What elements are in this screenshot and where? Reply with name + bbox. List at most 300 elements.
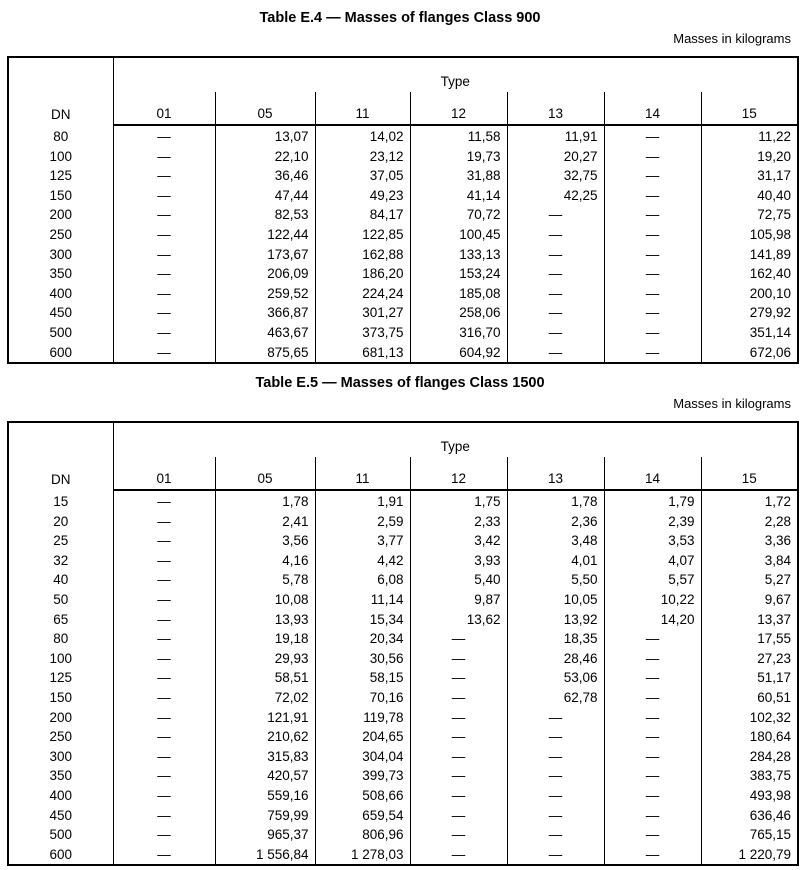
mass-cell-empty: — bbox=[604, 303, 701, 323]
mass-cell: 5,57 bbox=[604, 570, 701, 590]
type-col-header: 13 bbox=[507, 92, 604, 125]
mass-cell-empty: — bbox=[113, 649, 215, 669]
dn-cell: 350 bbox=[8, 766, 113, 786]
mass-cell-empty: — bbox=[507, 245, 604, 265]
mass-cell: 279,92 bbox=[701, 303, 798, 323]
table-row bbox=[8, 512, 798, 532]
mass-cell: 9,87 bbox=[410, 590, 507, 610]
mass-cell-empty: — bbox=[113, 323, 215, 343]
table-row bbox=[8, 205, 798, 225]
type-col-header: 12 bbox=[410, 92, 507, 125]
mass-cell: 19,18 bbox=[215, 629, 315, 649]
mass-cell-empty: — bbox=[410, 708, 507, 728]
mass-cell-empty: — bbox=[410, 668, 507, 688]
mass-cell-empty: — bbox=[507, 766, 604, 786]
table-e4 bbox=[7, 56, 799, 364]
mass-cell: 875,65 bbox=[215, 343, 315, 364]
mass-cell: 82,53 bbox=[215, 205, 315, 225]
type-header: Type bbox=[113, 57, 798, 92]
mass-cell: 162,88 bbox=[315, 245, 410, 265]
mass-cell-empty: — bbox=[604, 323, 701, 343]
mass-cell-empty: — bbox=[113, 688, 215, 708]
mass-cell-empty: — bbox=[604, 264, 701, 284]
table-row bbox=[8, 845, 798, 866]
dn-cell: 50 bbox=[8, 590, 113, 610]
mass-cell: 10,05 bbox=[507, 590, 604, 610]
mass-cell: 2,28 bbox=[701, 512, 798, 532]
mass-cell: 5,78 bbox=[215, 570, 315, 590]
mass-cell-empty: — bbox=[410, 825, 507, 845]
mass-cell-empty: — bbox=[410, 766, 507, 786]
mass-cell: 681,13 bbox=[315, 343, 410, 364]
table-row bbox=[8, 264, 798, 284]
mass-cell: 42,25 bbox=[507, 186, 604, 206]
table-row bbox=[8, 245, 798, 265]
mass-cell-empty: — bbox=[604, 166, 701, 186]
mass-cell: 301,27 bbox=[315, 303, 410, 323]
dn-cell: 250 bbox=[8, 225, 113, 245]
mass-cell: 3,77 bbox=[315, 531, 410, 551]
type-col-header: 11 bbox=[315, 92, 410, 125]
mass-cell: 14,20 bbox=[604, 610, 701, 630]
mass-cell-empty: — bbox=[604, 205, 701, 225]
table-row bbox=[8, 303, 798, 323]
mass-cell: 133,13 bbox=[410, 245, 507, 265]
mass-cell-empty: — bbox=[410, 629, 507, 649]
mass-cell-empty: — bbox=[604, 343, 701, 364]
mass-cell-empty: — bbox=[113, 786, 215, 806]
mass-cell: 4,01 bbox=[507, 551, 604, 571]
mass-cell-empty: — bbox=[604, 825, 701, 845]
mass-cell-empty: — bbox=[604, 245, 701, 265]
mass-cell-empty: — bbox=[113, 512, 215, 532]
mass-cell-empty: — bbox=[507, 303, 604, 323]
mass-cell: 40,40 bbox=[701, 186, 798, 206]
mass-cell: 759,99 bbox=[215, 806, 315, 826]
dn-cell: 600 bbox=[8, 343, 113, 364]
table-e5-title: Table E.5 — Masses of flanges Class 1500 bbox=[255, 375, 545, 391]
mass-cell: 2,36 bbox=[507, 512, 604, 532]
table-row bbox=[8, 166, 798, 186]
mass-cell-empty: — bbox=[410, 649, 507, 669]
mass-cell: 1 220,79 bbox=[701, 845, 798, 866]
mass-cell: 2,41 bbox=[215, 512, 315, 532]
mass-cell: 62,78 bbox=[507, 688, 604, 708]
mass-cell-empty: — bbox=[113, 668, 215, 688]
mass-cell-empty: — bbox=[113, 629, 215, 649]
mass-cell: 36,46 bbox=[215, 166, 315, 186]
mass-cell: 173,67 bbox=[215, 245, 315, 265]
dn-cell: 450 bbox=[8, 303, 113, 323]
mass-cell: 14,02 bbox=[315, 125, 410, 147]
mass-cell-empty: — bbox=[604, 786, 701, 806]
table-row bbox=[8, 186, 798, 206]
mass-cell-empty: — bbox=[113, 727, 215, 747]
mass-cell-empty: — bbox=[113, 225, 215, 245]
mass-cell: 180,64 bbox=[701, 727, 798, 747]
dn-cell: 250 bbox=[8, 727, 113, 747]
dn-cell: 350 bbox=[8, 264, 113, 284]
mass-cell-empty: — bbox=[604, 186, 701, 206]
mass-cell: 20,34 bbox=[315, 629, 410, 649]
dn-cell: 200 bbox=[8, 205, 113, 225]
mass-cell-empty: — bbox=[507, 708, 604, 728]
table-row bbox=[8, 147, 798, 167]
table-e5-unit-note: Masses in kilograms bbox=[673, 396, 791, 411]
mass-cell-empty: — bbox=[113, 264, 215, 284]
mass-cell: 23,12 bbox=[315, 147, 410, 167]
mass-cell: 31,17 bbox=[701, 166, 798, 186]
mass-cell-empty: — bbox=[604, 225, 701, 245]
mass-cell: 672,06 bbox=[701, 343, 798, 364]
table-row bbox=[8, 343, 798, 364]
mass-cell-empty: — bbox=[113, 551, 215, 571]
dn-cell: 40 bbox=[8, 570, 113, 590]
mass-cell: 1,75 bbox=[410, 490, 507, 512]
mass-cell-empty: — bbox=[113, 708, 215, 728]
dn-header: DN bbox=[8, 57, 113, 125]
mass-cell: 3,56 bbox=[215, 531, 315, 551]
mass-cell-empty: — bbox=[113, 806, 215, 826]
mass-cell: 2,59 bbox=[315, 512, 410, 532]
mass-cell: 13,92 bbox=[507, 610, 604, 630]
dn-cell: 150 bbox=[8, 186, 113, 206]
table-row bbox=[8, 551, 798, 571]
mass-cell-empty: — bbox=[604, 766, 701, 786]
mass-cell: 32,75 bbox=[507, 166, 604, 186]
table-row bbox=[8, 727, 798, 747]
mass-cell: 10,22 bbox=[604, 590, 701, 610]
mass-cell: 420,57 bbox=[215, 766, 315, 786]
type-col-header: 05 bbox=[215, 457, 315, 490]
mass-cell: 1,78 bbox=[215, 490, 315, 512]
mass-cell: 559,16 bbox=[215, 786, 315, 806]
table-row bbox=[8, 490, 798, 512]
dn-cell: 100 bbox=[8, 649, 113, 669]
mass-cell: 41,14 bbox=[410, 186, 507, 206]
mass-cell-empty: — bbox=[507, 845, 604, 866]
mass-cell: 3,36 bbox=[701, 531, 798, 551]
type-col-header: 01 bbox=[113, 457, 215, 490]
mass-cell: 258,06 bbox=[410, 303, 507, 323]
mass-cell: 508,66 bbox=[315, 786, 410, 806]
table-row bbox=[8, 610, 798, 630]
dn-cell: 300 bbox=[8, 747, 113, 767]
table-e5 bbox=[7, 421, 799, 866]
table-row bbox=[8, 747, 798, 767]
mass-cell-empty: — bbox=[604, 147, 701, 167]
dn-cell: 500 bbox=[8, 825, 113, 845]
table-row bbox=[8, 531, 798, 551]
mass-cell: 19,73 bbox=[410, 147, 507, 167]
mass-cell: 186,20 bbox=[315, 264, 410, 284]
mass-cell: 119,78 bbox=[315, 708, 410, 728]
mass-cell: 31,88 bbox=[410, 166, 507, 186]
mass-cell: 493,98 bbox=[701, 786, 798, 806]
mass-cell: 11,14 bbox=[315, 590, 410, 610]
type-col-header: 14 bbox=[604, 457, 701, 490]
type-col-header: 15 bbox=[701, 457, 798, 490]
mass-cell-empty: — bbox=[113, 166, 215, 186]
mass-cell-empty: — bbox=[113, 747, 215, 767]
mass-cell: 1,91 bbox=[315, 490, 410, 512]
mass-cell-empty: — bbox=[113, 825, 215, 845]
dn-cell: 300 bbox=[8, 245, 113, 265]
mass-cell-empty: — bbox=[410, 845, 507, 866]
mass-cell: 84,17 bbox=[315, 205, 410, 225]
mass-cell: 47,44 bbox=[215, 186, 315, 206]
mass-cell-empty: — bbox=[410, 688, 507, 708]
table-row bbox=[8, 766, 798, 786]
dn-cell: 100 bbox=[8, 147, 113, 167]
table-row bbox=[8, 825, 798, 845]
dn-cell: 25 bbox=[8, 531, 113, 551]
mass-cell: 1,78 bbox=[507, 490, 604, 512]
mass-cell-empty: — bbox=[410, 727, 507, 747]
mass-cell-empty: — bbox=[113, 766, 215, 786]
mass-cell-empty: — bbox=[507, 343, 604, 364]
mass-cell-empty: — bbox=[113, 205, 215, 225]
dn-cell: 450 bbox=[8, 806, 113, 826]
dn-cell: 200 bbox=[8, 708, 113, 728]
mass-cell: 51,17 bbox=[701, 668, 798, 688]
mass-cell-empty: — bbox=[113, 845, 215, 866]
table-row bbox=[8, 570, 798, 590]
type-col-header: 15 bbox=[701, 92, 798, 125]
mass-cell: 5,27 bbox=[701, 570, 798, 590]
mass-cell: 28,46 bbox=[507, 649, 604, 669]
mass-cell-empty: — bbox=[113, 531, 215, 551]
mass-cell: 58,15 bbox=[315, 668, 410, 688]
dn-cell: 15 bbox=[8, 490, 113, 512]
mass-cell: 122,85 bbox=[315, 225, 410, 245]
mass-cell: 11,58 bbox=[410, 125, 507, 147]
mass-cell: 200,10 bbox=[701, 284, 798, 304]
mass-cell: 351,14 bbox=[701, 323, 798, 343]
mass-cell: 11,22 bbox=[701, 125, 798, 147]
mass-cell-empty: — bbox=[507, 205, 604, 225]
mass-cell: 3,42 bbox=[410, 531, 507, 551]
mass-cell-empty: — bbox=[410, 786, 507, 806]
mass-cell-empty: — bbox=[113, 147, 215, 167]
mass-cell: 3,93 bbox=[410, 551, 507, 571]
mass-cell: 604,92 bbox=[410, 343, 507, 364]
dn-cell: 80 bbox=[8, 629, 113, 649]
mass-cell: 9,67 bbox=[701, 590, 798, 610]
mass-cell-empty: — bbox=[113, 570, 215, 590]
type-col-header: 13 bbox=[507, 457, 604, 490]
mass-cell-empty: — bbox=[113, 186, 215, 206]
mass-cell-empty: — bbox=[113, 610, 215, 630]
mass-cell-empty: — bbox=[113, 303, 215, 323]
mass-cell-empty: — bbox=[507, 323, 604, 343]
mass-cell: 102,32 bbox=[701, 708, 798, 728]
mass-cell: 1 278,03 bbox=[315, 845, 410, 866]
mass-cell: 659,54 bbox=[315, 806, 410, 826]
mass-cell: 13,62 bbox=[410, 610, 507, 630]
dn-header: DN bbox=[8, 422, 113, 490]
mass-cell-empty: — bbox=[113, 490, 215, 512]
mass-cell-empty: — bbox=[604, 747, 701, 767]
mass-cell: 383,75 bbox=[701, 766, 798, 786]
mass-cell: 806,96 bbox=[315, 825, 410, 845]
mass-cell: 6,08 bbox=[315, 570, 410, 590]
mass-cell: 15,34 bbox=[315, 610, 410, 630]
mass-cell: 141,89 bbox=[701, 245, 798, 265]
dn-cell: 150 bbox=[8, 688, 113, 708]
dn-cell: 32 bbox=[8, 551, 113, 571]
mass-cell: 10,08 bbox=[215, 590, 315, 610]
mass-cell: 3,84 bbox=[701, 551, 798, 571]
mass-cell-empty: — bbox=[507, 747, 604, 767]
table-row bbox=[8, 284, 798, 304]
mass-cell: 210,62 bbox=[215, 727, 315, 747]
mass-cell: 58,51 bbox=[215, 668, 315, 688]
dn-cell: 500 bbox=[8, 323, 113, 343]
mass-cell-empty: — bbox=[113, 284, 215, 304]
mass-cell-empty: — bbox=[507, 786, 604, 806]
mass-cell: 60,51 bbox=[701, 688, 798, 708]
mass-cell: 49,23 bbox=[315, 186, 410, 206]
mass-cell: 1,72 bbox=[701, 490, 798, 512]
mass-cell: 224,24 bbox=[315, 284, 410, 304]
mass-cell: 4,07 bbox=[604, 551, 701, 571]
mass-cell: 53,06 bbox=[507, 668, 604, 688]
mass-cell-empty: — bbox=[410, 747, 507, 767]
mass-cell-empty: — bbox=[604, 845, 701, 866]
mass-cell: 121,91 bbox=[215, 708, 315, 728]
mass-cell: 366,87 bbox=[215, 303, 315, 323]
dn-cell: 80 bbox=[8, 125, 113, 147]
mass-cell: 122,44 bbox=[215, 225, 315, 245]
mass-cell: 72,75 bbox=[701, 205, 798, 225]
table-row bbox=[8, 225, 798, 245]
mass-cell: 316,70 bbox=[410, 323, 507, 343]
mass-cell: 463,67 bbox=[215, 323, 315, 343]
mass-cell: 70,72 bbox=[410, 205, 507, 225]
mass-cell: 284,28 bbox=[701, 747, 798, 767]
table-row bbox=[8, 786, 798, 806]
table-row bbox=[8, 668, 798, 688]
mass-cell: 162,40 bbox=[701, 264, 798, 284]
mass-cell-empty: — bbox=[113, 590, 215, 610]
mass-cell: 100,45 bbox=[410, 225, 507, 245]
mass-cell: 29,93 bbox=[215, 649, 315, 669]
mass-cell: 153,24 bbox=[410, 264, 507, 284]
mass-cell: 22,10 bbox=[215, 147, 315, 167]
mass-cell: 3,48 bbox=[507, 531, 604, 551]
mass-cell-empty: — bbox=[604, 125, 701, 147]
mass-cell: 315,83 bbox=[215, 747, 315, 767]
dn-cell: 600 bbox=[8, 845, 113, 866]
table-row bbox=[8, 629, 798, 649]
type-col-header: 11 bbox=[315, 457, 410, 490]
mass-cell: 1,79 bbox=[604, 490, 701, 512]
mass-cell: 3,53 bbox=[604, 531, 701, 551]
mass-cell-empty: — bbox=[507, 264, 604, 284]
mass-cell: 4,42 bbox=[315, 551, 410, 571]
mass-cell: 204,65 bbox=[315, 727, 410, 747]
dn-cell: 125 bbox=[8, 668, 113, 688]
mass-cell-empty: — bbox=[113, 125, 215, 147]
mass-cell-empty: — bbox=[604, 806, 701, 826]
mass-cell: 19,20 bbox=[701, 147, 798, 167]
mass-cell: 373,75 bbox=[315, 323, 410, 343]
mass-cell-empty: — bbox=[113, 343, 215, 364]
table-row bbox=[8, 708, 798, 728]
mass-cell: 636,46 bbox=[701, 806, 798, 826]
mass-cell: 259,52 bbox=[215, 284, 315, 304]
table-row bbox=[8, 806, 798, 826]
mass-cell-empty: — bbox=[507, 806, 604, 826]
mass-cell: 2,39 bbox=[604, 512, 701, 532]
mass-cell: 11,91 bbox=[507, 125, 604, 147]
dn-cell: 125 bbox=[8, 166, 113, 186]
table-row bbox=[8, 688, 798, 708]
mass-cell: 18,35 bbox=[507, 629, 604, 649]
mass-cell-empty: — bbox=[507, 225, 604, 245]
table-row bbox=[8, 590, 798, 610]
mass-cell: 5,50 bbox=[507, 570, 604, 590]
dn-cell: 20 bbox=[8, 512, 113, 532]
mass-cell: 13,93 bbox=[215, 610, 315, 630]
type-col-header: 05 bbox=[215, 92, 315, 125]
table-row bbox=[8, 125, 798, 147]
mass-cell: 965,37 bbox=[215, 825, 315, 845]
mass-cell-empty: — bbox=[604, 284, 701, 304]
dn-cell: 400 bbox=[8, 786, 113, 806]
mass-cell: 17,55 bbox=[701, 629, 798, 649]
mass-cell: 27,23 bbox=[701, 649, 798, 669]
mass-cell: 2,33 bbox=[410, 512, 507, 532]
mass-cell: 72,02 bbox=[215, 688, 315, 708]
mass-cell: 1 556,84 bbox=[215, 845, 315, 866]
table-row bbox=[8, 323, 798, 343]
mass-cell-empty: — bbox=[507, 727, 604, 747]
mass-cell: 5,40 bbox=[410, 570, 507, 590]
mass-cell: 206,09 bbox=[215, 264, 315, 284]
type-col-header: 14 bbox=[604, 92, 701, 125]
mass-cell-empty: — bbox=[113, 245, 215, 265]
mass-cell-empty: — bbox=[507, 825, 604, 845]
type-col-header: 01 bbox=[113, 92, 215, 125]
type-col-header: 12 bbox=[410, 457, 507, 490]
table-e4-title: Table E.4 — Masses of flanges Class 900 bbox=[259, 10, 541, 26]
mass-cell-empty: — bbox=[410, 806, 507, 826]
dn-cell: 400 bbox=[8, 284, 113, 304]
mass-cell: 765,15 bbox=[701, 825, 798, 845]
mass-cell-empty: — bbox=[604, 727, 701, 747]
type-header: Type bbox=[113, 422, 798, 457]
mass-cell-empty: — bbox=[604, 649, 701, 669]
mass-cell: 105,98 bbox=[701, 225, 798, 245]
mass-cell-empty: — bbox=[604, 708, 701, 728]
mass-cell-empty: — bbox=[507, 284, 604, 304]
mass-cell-empty: — bbox=[604, 629, 701, 649]
mass-cell: 13,07 bbox=[215, 125, 315, 147]
mass-cell-empty: — bbox=[604, 668, 701, 688]
mass-cell: 399,73 bbox=[315, 766, 410, 786]
mass-cell: 304,04 bbox=[315, 747, 410, 767]
mass-cell: 4,16 bbox=[215, 551, 315, 571]
mass-cell: 37,05 bbox=[315, 166, 410, 186]
mass-cell: 13,37 bbox=[701, 610, 798, 630]
table-row bbox=[8, 649, 798, 669]
mass-cell: 20,27 bbox=[507, 147, 604, 167]
dn-cell: 65 bbox=[8, 610, 113, 630]
mass-cell-empty: — bbox=[604, 688, 701, 708]
mass-cell: 30,56 bbox=[315, 649, 410, 669]
